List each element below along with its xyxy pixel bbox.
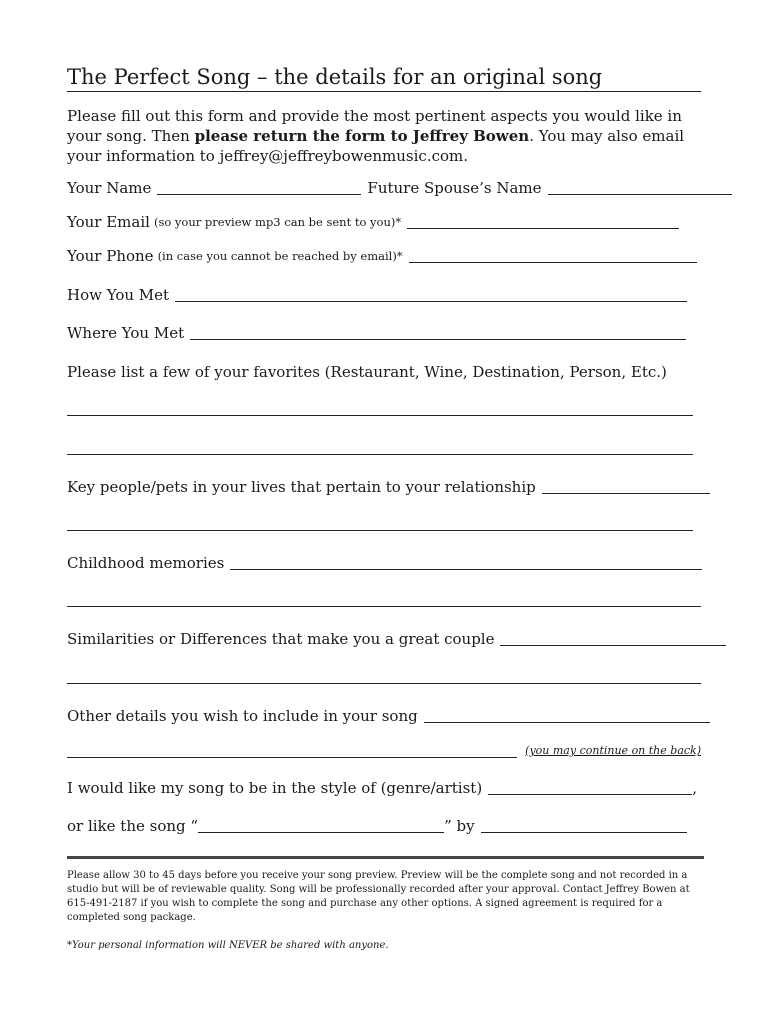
your-name-field[interactable] bbox=[157, 180, 361, 195]
footer-note: Please allow 30 to 45 days before you receive your song preview. Preview will be the complete song and not recorded in a studio but will be of reviewable quality. Song will be professionally recorded after your approval. Contact Jeffrey Bowen at 615-491-2187 if you wish to complete the song and purchase any other options. A signed agreement is required for a completed song package. bbox=[67, 870, 690, 923]
similarities-line-2[interactable] bbox=[67, 683, 701, 684]
privacy-note: *Your personal information will NEVER be shared with anyone. bbox=[67, 940, 389, 951]
where-you-met-label: Where You Met bbox=[67, 324, 185, 342]
other-details-label: Other details you wish to include in your song bbox=[67, 707, 418, 725]
intro-paragraph bbox=[67, 106, 707, 166]
your-phone-field[interactable] bbox=[409, 248, 697, 263]
favorites-line-2[interactable] bbox=[67, 454, 693, 455]
your-email-note: (so your preview mp3 can be sent to you)* bbox=[153, 215, 402, 229]
how-you-met-field[interactable] bbox=[175, 287, 687, 302]
style-row bbox=[67, 778, 697, 798]
name-row bbox=[67, 178, 732, 198]
song-row bbox=[67, 816, 687, 836]
similarities-field[interactable] bbox=[500, 631, 726, 646]
style-field[interactable] bbox=[488, 780, 692, 795]
intro-text-2: . You may also email your information to jeffrey@jeffreybowenmusic.com. bbox=[67, 127, 685, 165]
other-details-line-2[interactable] bbox=[67, 757, 517, 758]
song-artist-field[interactable] bbox=[481, 818, 687, 833]
intro-bold: please return the form to Jeffrey Bowen bbox=[194, 127, 530, 145]
key-people-label: Key people/pets in your lives that pertain to your relationship bbox=[67, 478, 536, 496]
future-spouse-label: Future Spouse’s Name bbox=[367, 179, 542, 197]
your-name-label: Your Name bbox=[67, 179, 152, 197]
footer-divider bbox=[67, 856, 704, 859]
where-met-row bbox=[67, 323, 686, 343]
your-phone-note: (in case you cannot be reached by email)* bbox=[157, 249, 403, 263]
style-label: I would like my song to be in the style of (genre/artist) bbox=[67, 779, 483, 797]
your-email-field[interactable] bbox=[407, 214, 679, 229]
by-label: ” by bbox=[444, 817, 475, 835]
phone-row bbox=[67, 246, 697, 266]
where-you-met-field[interactable] bbox=[190, 325, 686, 340]
childhood-field[interactable] bbox=[230, 555, 702, 570]
song-title-field[interactable] bbox=[198, 818, 444, 833]
continue-on-back-note: (you may continue on the back) bbox=[525, 744, 701, 757]
favorites-row bbox=[67, 362, 667, 382]
other-details-field[interactable] bbox=[424, 708, 710, 723]
childhood-label: Childhood memories bbox=[67, 554, 225, 572]
your-phone-label: Your Phone bbox=[67, 247, 154, 265]
or-like-song-label: or like the song “ bbox=[67, 817, 199, 835]
other-details-row bbox=[67, 706, 710, 726]
future-spouse-field[interactable] bbox=[548, 180, 732, 195]
childhood-row bbox=[67, 553, 702, 573]
page-title: The Perfect Song – the details for an original song bbox=[67, 64, 701, 92]
similarities-label: Similarities or Differences that make you a great couple bbox=[67, 630, 495, 648]
your-email-label: Your Email bbox=[67, 213, 150, 231]
style-comma: , bbox=[692, 779, 697, 797]
key-people-line-2[interactable] bbox=[67, 530, 693, 531]
intro-text-1: Please fill out this form and provide the most pertinent aspects you would like in your song. Then bbox=[67, 107, 682, 145]
how-you-met-label: How You Met bbox=[67, 286, 170, 304]
similarities-row bbox=[67, 629, 726, 649]
favorites-label: Please list a few of your favorites (Restaurant, Wine, Destination, Person, Etc.) bbox=[67, 363, 667, 381]
email-row bbox=[67, 212, 679, 232]
childhood-line-2[interactable] bbox=[67, 606, 701, 607]
key-people-row bbox=[67, 477, 710, 497]
key-people-field[interactable] bbox=[542, 479, 710, 494]
favorites-line-1[interactable] bbox=[67, 415, 693, 416]
how-met-row bbox=[67, 285, 687, 305]
